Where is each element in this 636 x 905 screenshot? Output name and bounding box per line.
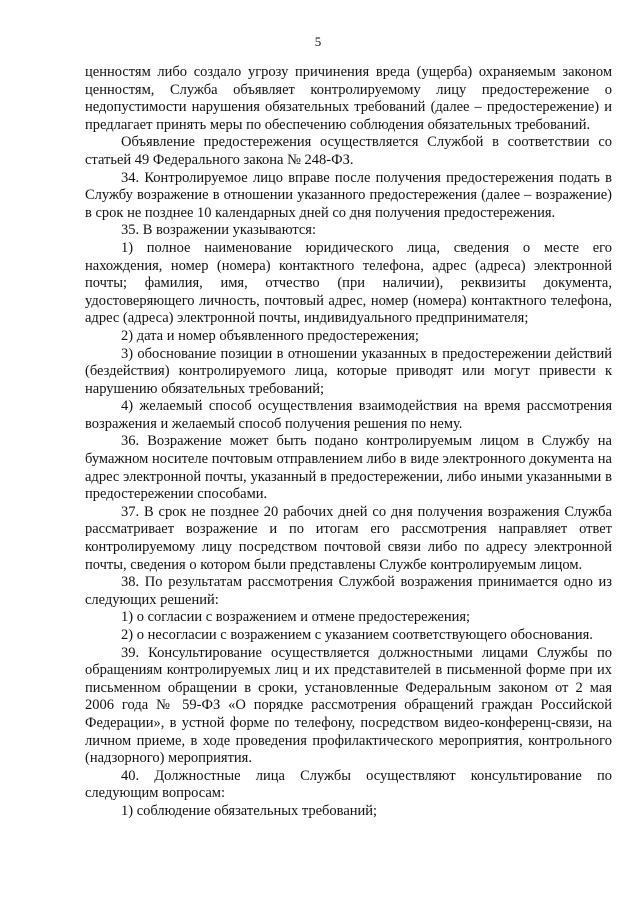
paragraph: 1) о согласии с возражением и отмене предостережения; [121, 609, 471, 626]
paragraph: ценностям либо создало угрозу причинения вреда (ущерба) охраняемым законом ценностям, Служба объявляет контролируемому лицу предостережение о недопустимости нарушения обязательных требований (далее – предостережение) и предлагает принять меры по обеспечению соблюдения обязательных требований. [85, 64, 612, 133]
paragraph: 34. Контролируемое лицо вправе после получения предостережения подать в Службу возражение в отношении указанного предостережения (далее – возражение) в срок не позднее 10 календарных дней со дня получения предостережения. [85, 169, 612, 221]
paragraph: 36. Возражение может быть подано контролируемым лицом в Службу на бумажном носителе почтовым отправлением либо в виде электронного документа на адрес электронной почты, указанный в предостережении, либо иными указанными в предостережении способами. [85, 433, 612, 503]
paragraph: 35. В возражении указываются: [121, 222, 316, 239]
paragraph: Объявление предостережения осуществляется Службой в соответствии со статьей 49 Федерального закона № 248-ФЗ. [85, 134, 612, 168]
page-number: 5 [314, 34, 322, 49]
paragraph: 40. Должностные лица Службы осуществляют консультирование по следующим вопросам: [85, 767, 612, 802]
paragraph: 2) о несогласии с возражением с указанием соответствующего обоснования. [121, 627, 593, 643]
paragraph: 3) обоснование позиции в отношении указанных в предостережении действий (бездействия) контролируемого лица, которые приводят или могут привести к нарушению обязательных требований; [85, 345, 612, 397]
paragraph: 1) соблюдение обязательных требований; [121, 802, 378, 819]
paragraph: 1) полное наименование юридического лица, сведения о месте его нахождения, номер (номера) контактного телефона, адрес (адреса) электронной почты; фамилия, имя, отчество (при наличии), реквизиты документа, удостоверяющего личность, почтовый адрес, номер (номера) контактного телефона, адрес (адреса) электронной почты, индивидуального предпринимателя; [85, 239, 612, 327]
paragraph: 38. По результатам рассмотрения Службой возражения принимается одно из следующих решений: [85, 574, 612, 608]
paragraph: 4) желаемый способ осуществления взаимодействия на время рассмотрения возражения и желаемый способ получения решения по нему. [85, 398, 612, 432]
paragraph: 2) дата и номер объявленного предостережения; [121, 327, 419, 344]
paragraph: 39. Консультирование осуществляется должностными лицами Службы по обращениям контролируемых лиц и их представителей в письменной форме при их письменном обращении в сроки, установленные Федеральным законом от 2 мая 2006 года № 59-ФЗ «О порядке рассмотрения обращений граждан Российской Федерации», в устной форме по телефону, посредством видео-конференц-связи, на личном приеме, в ходе проведения профилактического мероприятия, контрольного (надзорного) мероприятия. [85, 644, 612, 767]
document-body [85, 64, 612, 821]
paragraph: 37. В срок не позднее 20 рабочих дней со дня получения возражения Служба рассматривает возражение и по итогам его рассмотрения направляет ответ контролируемому лицу посредством почтовой связи либо по адресу электронной почты, сведения о котором были представлены Службе контролируемым лицом. [85, 503, 612, 573]
